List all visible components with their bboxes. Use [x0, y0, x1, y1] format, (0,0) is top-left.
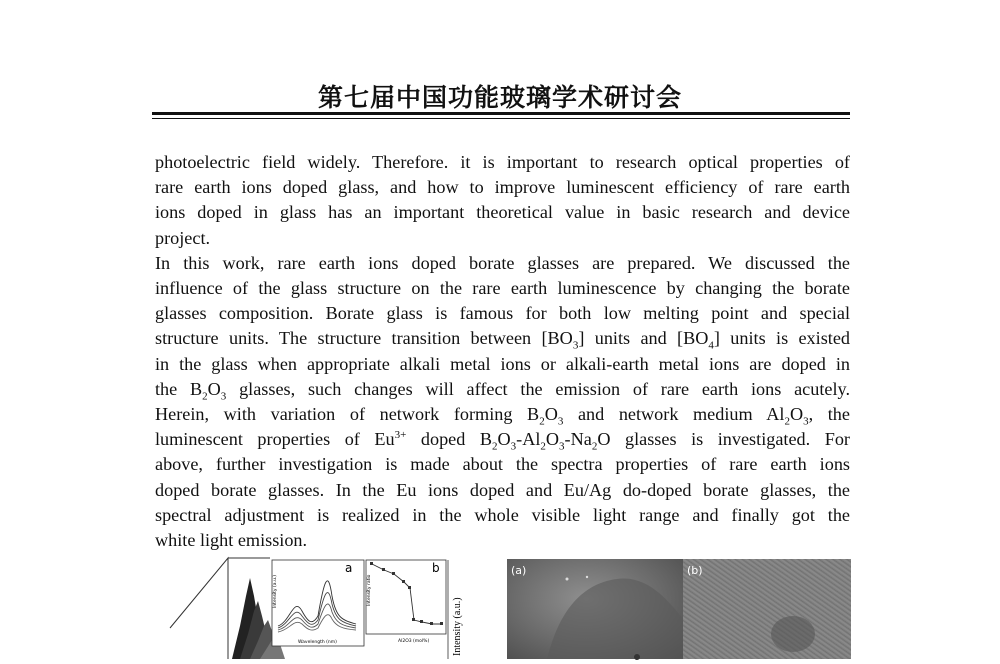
- text-line-formula: structure units. The structure transition between $[BO_3]$ units and $[BO_4]$ units is existed: [155, 328, 851, 353]
- inset-b-xlabel: Al2O3 (mol%): [398, 639, 430, 644]
- inset-a-label: a: [345, 561, 353, 575]
- text-line: spectral adjustment is realized in the whole visible light range and finally got the: [155, 504, 850, 525]
- inset-a-xlabel: Wavelength (nm): [298, 640, 337, 645]
- figure-spectra: [170, 556, 463, 659]
- text-line: photoelectric field widely. Therefore. it is important to research optical properties of: [155, 152, 850, 172]
- text-line: ions doped in glass has an important theoretical value in basic research and device: [155, 202, 850, 223]
- text-line: doped borate glasses. In the Eu ions doped and Eu/Ag do-doped borate glasses, the: [155, 479, 850, 500]
- conference-header-title: 第七届中国功能玻璃学术研讨会: [317, 83, 682, 112]
- text-line-formula: the $B_2O_3$ glasses, such changes will affect the emission of rare earth ions acutely.: [155, 378, 850, 403]
- text-line: glasses composition. Borate glass is famous for both low melting point and special: [155, 303, 850, 324]
- inset-a-ylabel: Intensity (a.u.): [273, 575, 278, 608]
- text-line: white light emission.: [155, 530, 308, 551]
- text-line: above, further investigation is made about the spectra properties of rare earth ions: [155, 454, 850, 475]
- inset-b-label: b: [432, 561, 440, 575]
- text-line-formula: Herein, with variation of network forming $B_2O_3$ and network medium $Al_2O_3$, the: [155, 404, 850, 428]
- tem-panel-b-label: (b): [687, 564, 703, 577]
- tem-panel-a-label: (a): [511, 564, 527, 577]
- side-ylabel: Intensity (a.u.): [452, 597, 463, 656]
- text-line: rare earth ions doped glass, and how to improve luminescent efficiency of rare earth: [155, 177, 850, 198]
- text-line: project.: [155, 227, 211, 248]
- text-line-formula: luminescent properties of $Eu^{3+}$ doped $B_2O_3-Al_2O_3-Na_2O$ glasses is investigated. For: [155, 429, 850, 453]
- inset-b-ylabel: Intensity ratio: [367, 574, 372, 606]
- text-line: in the glass when appropriate alkali metal ions or alkali-earth metal ions are doped in: [155, 353, 850, 374]
- tem-panel-a: [507, 559, 683, 659]
- header-rule-thick: [152, 112, 850, 115]
- header-rule-thin: [152, 118, 850, 119]
- figure-tem: [507, 559, 851, 659]
- body-text: [155, 150, 850, 553]
- tem-panel-b: [683, 559, 851, 659]
- text-line: influence of the glass structure on the rare earth luminescence by changing the borate: [155, 278, 850, 299]
- figure-spectra-svg: [170, 556, 463, 659]
- text-line: In this work, rare earth ions doped borate glasses are prepared. We discussed the: [155, 252, 850, 273]
